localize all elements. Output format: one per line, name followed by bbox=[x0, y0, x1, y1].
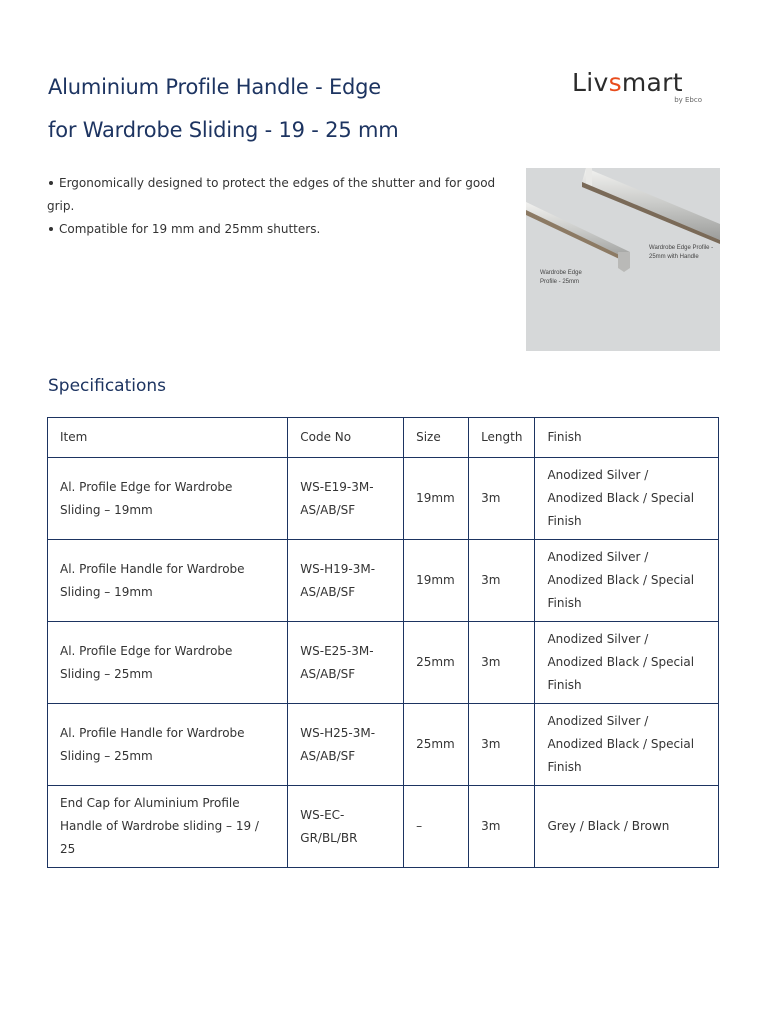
bullet-icon bbox=[49, 227, 53, 231]
cell-length: 3m bbox=[469, 622, 535, 704]
cell-length: 3m bbox=[469, 704, 535, 786]
cell-finish: Anodized Silver / Anodized Black / Special Finish bbox=[535, 622, 719, 704]
cell-item: Al. Profile Handle for Wardrobe Sliding – 19mm bbox=[48, 540, 288, 622]
specifications-heading: Specifications bbox=[48, 376, 167, 396]
cell-length: 3m bbox=[469, 540, 535, 622]
feature-list bbox=[47, 172, 512, 241]
cell-finish: Grey / Black / Brown bbox=[535, 786, 719, 868]
cell-item: End Cap for Aluminium Profile Handle of Wardrobe sliding – 19 / 25 bbox=[48, 786, 288, 868]
cell-code: WS-H19-3M-AS/AB/SF bbox=[288, 540, 404, 622]
column-header-item: Item bbox=[48, 418, 288, 458]
feature-item: Compatible for 19 mm and 25mm shutters. bbox=[47, 218, 512, 241]
cell-length: 3m bbox=[469, 458, 535, 540]
column-header-size: Size bbox=[404, 418, 469, 458]
cell-code: WS-H25-3M-AS/AB/SF bbox=[288, 704, 404, 786]
brand-logo-byline: by Ebco bbox=[674, 96, 702, 104]
cell-item: Al. Profile Edge for Wardrobe Sliding – 25mm bbox=[48, 622, 288, 704]
cell-size: 19mm bbox=[404, 458, 469, 540]
cell-size: 19mm bbox=[404, 540, 469, 622]
table-row bbox=[48, 540, 719, 622]
column-header-code: Code No bbox=[288, 418, 404, 458]
cell-size: 25mm bbox=[404, 622, 469, 704]
brand-logo bbox=[572, 66, 708, 108]
page-title-line-1: Aluminium Profile Handle - Edge bbox=[48, 75, 381, 99]
cell-finish: Anodized Silver / Anodized Black / Special Finish bbox=[535, 704, 719, 786]
bullet-icon bbox=[49, 181, 53, 185]
column-header-finish: Finish bbox=[535, 418, 719, 458]
cell-item: Al. Profile Edge for Wardrobe Sliding – 19mm bbox=[48, 458, 288, 540]
page-title-line-2: for Wardrobe Sliding - 19 - 25 mm bbox=[48, 118, 399, 142]
image-label-handle: Wardrobe Edge Profile - 25mm with Handle bbox=[649, 245, 714, 260]
cell-length: 3m bbox=[469, 786, 535, 868]
table-row bbox=[48, 786, 719, 868]
specifications-table bbox=[47, 417, 719, 868]
column-header-length: Length bbox=[469, 418, 535, 458]
feature-item: Ergonomically designed to protect the edges of the shutter and for good grip. bbox=[47, 176, 496, 213]
cell-finish: Anodized Silver / Anodized Black / Special Finish bbox=[535, 540, 719, 622]
table-header-row bbox=[48, 418, 719, 458]
brand-logo-wordmark: Livsmart bbox=[572, 68, 683, 97]
cell-code: WS-E25-3M-AS/AB/SF bbox=[288, 622, 404, 704]
page-title bbox=[48, 66, 518, 152]
image-label-edge: Wardrobe Edge Profile - 25mm bbox=[540, 270, 582, 285]
table-row bbox=[48, 704, 719, 786]
cell-size: 25mm bbox=[404, 704, 469, 786]
table-row bbox=[48, 458, 719, 540]
cell-item: Al. Profile Handle for Wardrobe Sliding – 25mm bbox=[48, 704, 288, 786]
cell-code: WS-E19-3M-AS/AB/SF bbox=[288, 458, 404, 540]
cell-finish: Anodized Silver / Anodized Black / Special Finish bbox=[535, 458, 719, 540]
cell-size: – bbox=[404, 786, 469, 868]
cell-code: WS-EC-GR/BL/BR bbox=[288, 786, 404, 868]
product-image bbox=[526, 168, 720, 351]
table-row bbox=[48, 622, 719, 704]
